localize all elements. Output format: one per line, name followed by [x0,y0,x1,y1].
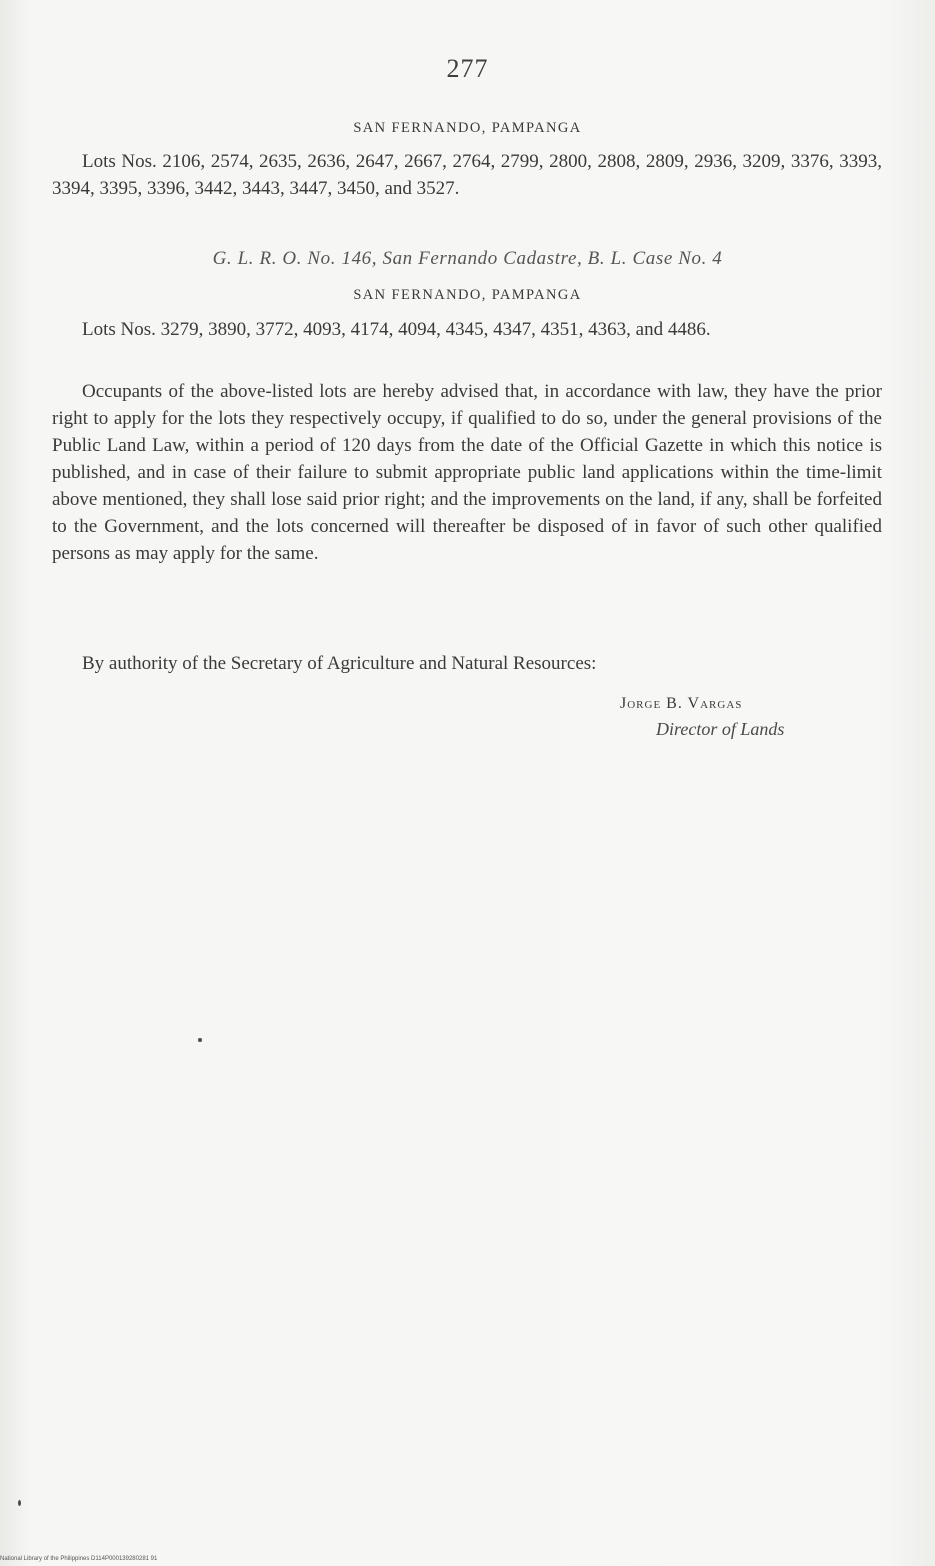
lots-list-2: Lots Nos. 3279, 3890, 3772, 4093, 4174, 4094, 4345, 4347, 4351, 4363, and 4486. [82,319,711,340]
signatory-title: Director of Lands [656,719,785,739]
signature-block [620,692,880,742]
case-reference: G. L. R. O. No. 146, San Fernando Cadastre, B. L. Case No. 4 [212,248,723,269]
lots-list-1: Lots Nos. 2106, 2574, 2635, 2636, 2647, 2667, 2764, 2799, 2800, 2808, 2809, 2936, 3209, 3376, 3393, 3394, 3395, 3396, 3442, 3443, 3447, 3450, and 3527. [52,151,882,199]
signatory-name: Jorge B. Vargas [620,695,743,712]
scan-speck [198,1038,202,1042]
scan-footer: National Library of the Philippines D114P000139280281 91 [0,1556,158,1562]
section-heading-1: SAN FERNANDO, PAMPANGA [353,120,582,136]
authority-line: By authority of the Secretary of Agriculture and Natural Resources: [82,653,597,674]
section-heading-2: SAN FERNANDO, PAMPANGA [353,287,582,303]
page-number: 277 [446,54,489,83]
notice-paragraph: Occupants of the above-listed lots are hereby advised that, in accordance with law, they have the prior right to apply for the lots they respectively occupy, if qualified to do so, under the general provisions of the Public Land Law, within a period of 120 days from the date of the Official Gazette in which this notice is published, and in case of their failure to submit appropriate public land applications within the time-limit above mentioned, they shall lose said prior right; and the improvements on the land, if any, shall be forfeited to the Government, and the lots concerned will thereafter be disposed of in favor of such other qualified persons as may apply for the same. [52,381,882,564]
scan-speck [18,1500,21,1506]
